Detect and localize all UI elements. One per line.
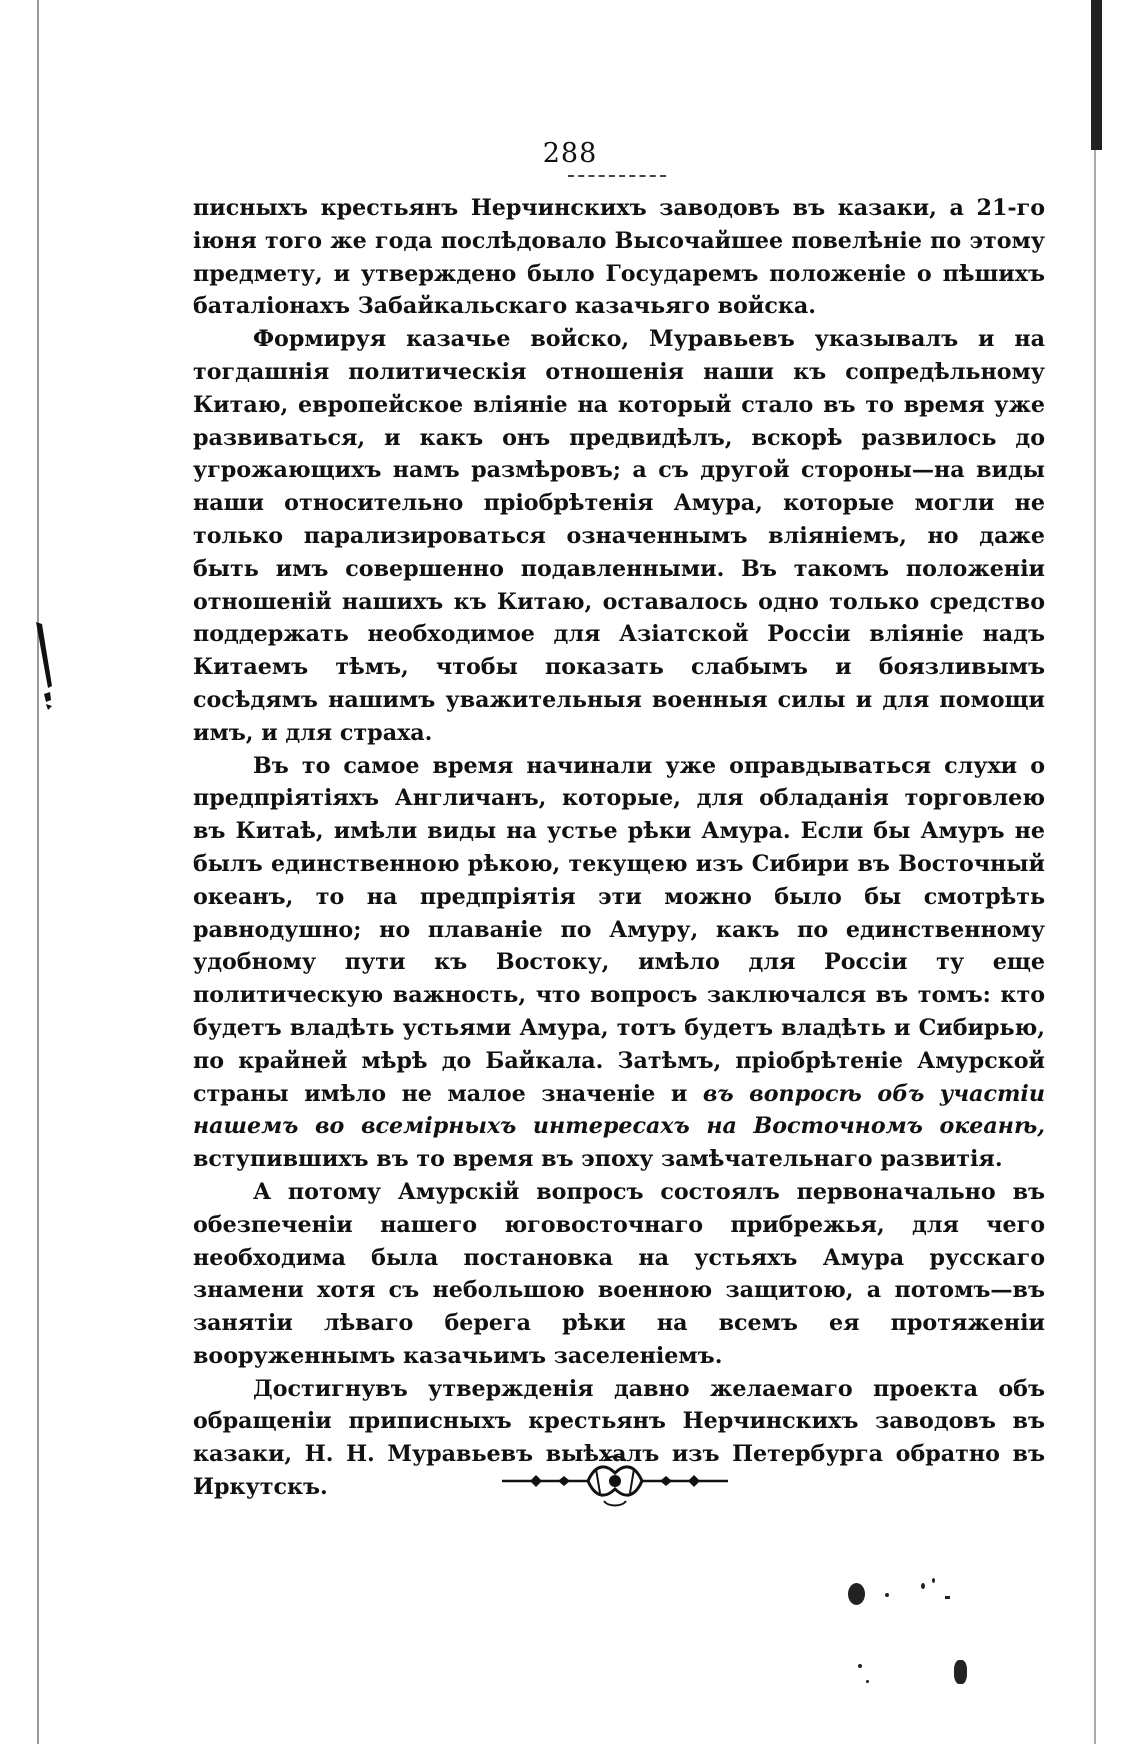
- paragraph-text: А потому Амурскій вопросъ состоялъ первоначально въ обезпеченіи нашего юговосточнаго прибрежья, для чего необходима была постановка на устьяхъ Амура русскаго знамени хотя съ небольшою военною защитою, а потомъ—въ занятіи лѣваго берега рѣки на всемъ ея протяженіи вооруженнымъ казачьимъ заселеніемъ.: [193, 1178, 1045, 1369]
- scan-edge-right-thin: [1094, 150, 1096, 1744]
- page-number: 288: [542, 138, 598, 169]
- scan-speck: [848, 1583, 865, 1605]
- paragraph: [193, 192, 1045, 323]
- scan-speck: [885, 1593, 889, 1597]
- scan-speck: [945, 1596, 950, 1599]
- scan-edge-left: [37, 0, 39, 1744]
- fleuron-icon: [500, 1453, 730, 1509]
- scan-speck: [866, 1680, 869, 1683]
- paragraph: [193, 750, 1045, 1176]
- scan-speck: [932, 1578, 935, 1583]
- page-number-underline: [568, 175, 666, 177]
- emphasis-text: въ вопросѣ объ участіи нашемъ во всемірныхъ интересахъ на Восточномъ океанѣ,: [193, 1080, 1045, 1140]
- paragraph: [193, 1176, 1045, 1373]
- paragraph-text: вступившихъ въ то время въ эпоху замѣчательнаго развитія.: [193, 1146, 1003, 1173]
- scan-speck: [954, 1660, 967, 1684]
- scan-speck: [921, 1583, 925, 1589]
- paragraph-text: Достигнувъ утвержденія давно желаемаго проекта объ обращеніи приписныхъ крестьянъ Нерчинскихъ заводовъ въ казаки, Н. Н. Муравьевъ выѣхалъ изъ Петербурга обратно въ Иркутскъ.: [193, 1375, 1045, 1501]
- margin-mark: [34, 620, 56, 710]
- paragraph: [193, 323, 1045, 749]
- paragraph-text: писныхъ крестьянъ Нерчинскихъ заводовъ въ казаки, а 21-го іюня того же года послѣдовало Высочайшее повелѣніе по этому предмету, и утверждено было Государемъ положеніе о пѣшихъ баталіонахъ Забайкальскаго казачьяго войска.: [193, 195, 1045, 320]
- paragraph-text: Въ то самое время начинали уже оправдываться слухи о предпріятіяхъ Англичанъ, которые, для обладанія торговлею въ Китаѣ, имѣли виды на устье рѣки Амура. Если бы Амуръ не былъ единственною рѣкою, текущею изъ Сибири въ Восточный океанъ, то на предпріятія эти можно было бы смотрѣть равнодушно; но плаваніе по Амуру, какъ по единственному удобному пути къ Востоку, имѣло для Россіи ту еще политическую важность, что вопросъ заключался въ томъ: кто будетъ владѣть устьями Амура, тотъ будетъ владѣть и Сибирью, по крайней мѣрѣ до Байкала. Затѣмъ, пріобрѣтеніе Амурской страны имѣло не малое значеніе и: [193, 752, 1045, 1107]
- scan-speck: [858, 1664, 862, 1668]
- scan-edge-right: [1091, 0, 1102, 150]
- body-text: [193, 192, 1045, 1504]
- paragraph-text: Формируя казачье войско, Муравьевъ указывалъ и на тогдашнія политическія отношенія наши къ сопредѣльному Китаю, европейское вліяніе на который стало въ то время уже развиваться, и какъ онъ предвидѣлъ, вскорѣ развилось до угрожающихъ намъ размѣровъ; а съ другой стороны—на виды наши относительно пріобрѣтенія Амура, которые могли не только парализироваться означеннымъ вліяніемъ, но даже быть имъ совершенно подавленными. Въ такомъ положеніи отношеній нашихъ къ Китаю, оставалось одно только средство поддержать необходимое для Азіатской Россіи вліяніе надъ Китаемъ тѣмъ, чтобы показать слабымъ и боязливымъ сосѣдямъ нашимъ уважительныя военныя силы и для помощи имъ, и для страха.: [193, 326, 1045, 746]
